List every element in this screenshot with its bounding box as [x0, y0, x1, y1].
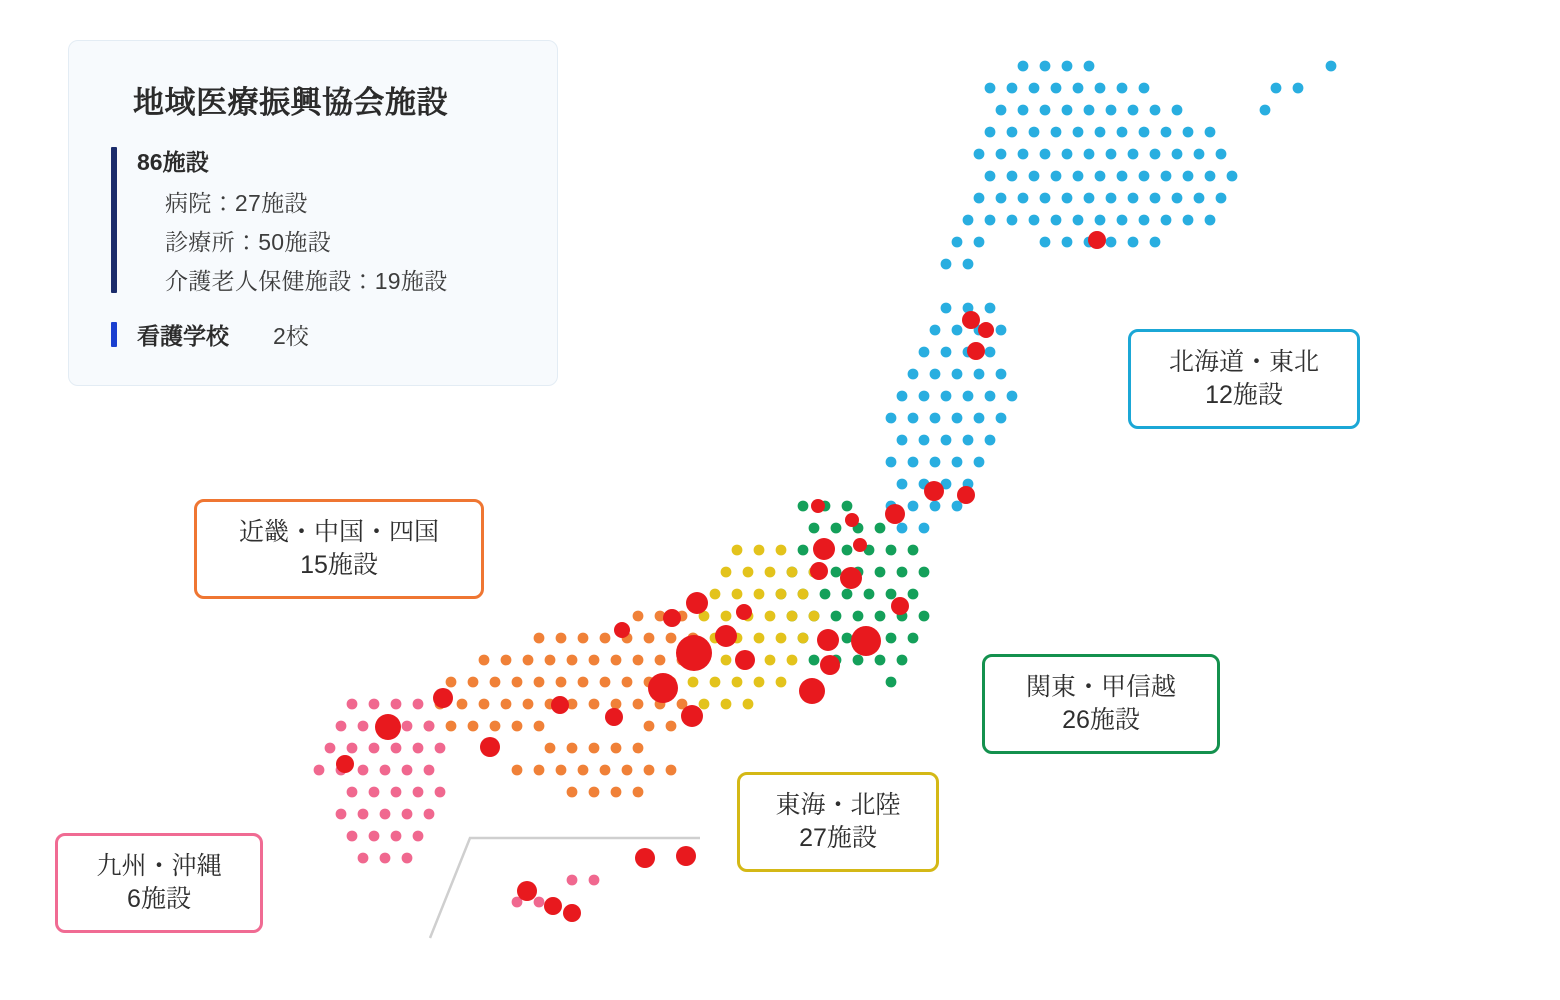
facility-marker[interactable]: [605, 708, 623, 726]
legend-facilities-clinic: 診療所：50施設: [165, 229, 331, 255]
facility-marker[interactable]: [663, 609, 681, 627]
facility-marker[interactable]: [736, 604, 752, 620]
facility-marker[interactable]: [648, 673, 678, 703]
legend-school-count: 2校: [273, 323, 309, 349]
region-count: 27施設: [799, 824, 877, 852]
legend-group-facilities: [111, 144, 527, 296]
okinawa-inset-frame: [430, 838, 700, 938]
facility-marker[interactable]: [676, 635, 712, 671]
region-count: 26施設: [1062, 706, 1140, 734]
region-count: 6施設: [127, 885, 191, 913]
facility-marker[interactable]: [715, 625, 737, 647]
facility-marker[interactable]: [336, 755, 354, 773]
region-count: 15施設: [300, 551, 378, 579]
region-name: 近畿・中国・四国: [238, 518, 439, 546]
facility-marker[interactable]: [813, 538, 835, 560]
region-count: 12施設: [1205, 381, 1283, 409]
facility-marker[interactable]: [735, 650, 755, 670]
legend-group-school: [111, 318, 527, 351]
region-callout-hokkaido-tohoku[interactable]: [1128, 329, 1360, 429]
facility-marker[interactable]: [817, 629, 839, 651]
facility-marker[interactable]: [885, 504, 905, 524]
facility-marker[interactable]: [433, 688, 453, 708]
region-callout-kyushu-okinawa[interactable]: [55, 833, 263, 933]
facility-marker[interactable]: [845, 513, 859, 527]
facility-marker[interactable]: [840, 567, 862, 589]
facility-marker[interactable]: [480, 737, 500, 757]
facility-marker[interactable]: [544, 897, 562, 915]
facility-marker[interactable]: [676, 846, 696, 866]
region-name: 東海・北陸: [775, 791, 901, 819]
facility-marker[interactable]: [924, 481, 944, 501]
facility-marker[interactable]: [851, 626, 881, 656]
facility-marker[interactable]: [681, 705, 703, 727]
legend-title: 地域医療振興協会施設: [133, 85, 448, 120]
facility-marker[interactable]: [891, 597, 909, 615]
facility-marker[interactable]: [635, 848, 655, 868]
facility-marker[interactable]: [375, 714, 401, 740]
legend-facilities-hospital: 病院：27施設: [165, 190, 308, 216]
legend-school-label: 看護学校: [137, 323, 229, 349]
region-callout-tokai-hokuriku[interactable]: [737, 772, 939, 872]
facility-marker[interactable]: [563, 904, 581, 922]
region-callout-kinki-chugoku-shikoku[interactable]: [194, 499, 484, 599]
region-callout-kanto-koshinetsu[interactable]: [982, 654, 1220, 754]
facility-marker[interactable]: [853, 538, 867, 552]
facility-marker[interactable]: [517, 881, 537, 901]
facility-marker[interactable]: [820, 655, 840, 675]
region-name: 北海道・東北: [1168, 348, 1319, 376]
facility-marker[interactable]: [967, 342, 985, 360]
region-name: 九州・沖縄: [96, 852, 222, 880]
facility-marker[interactable]: [978, 322, 994, 338]
legend-card: [68, 40, 558, 386]
facility-marker[interactable]: [962, 311, 980, 329]
facility-marker[interactable]: [957, 486, 975, 504]
facility-marker[interactable]: [799, 678, 825, 704]
facility-marker[interactable]: [551, 696, 569, 714]
facility-marker[interactable]: [686, 592, 708, 614]
facility-marker[interactable]: [614, 622, 630, 638]
legend-facilities-total: 86施設: [137, 149, 209, 175]
region-name: 関東・甲信越: [1025, 673, 1176, 701]
facility-marker[interactable]: [1088, 231, 1106, 249]
facility-marker[interactable]: [810, 562, 828, 580]
facility-marker[interactable]: [811, 499, 825, 513]
legend-facilities-care: 介護老人保健施設：19施設: [165, 268, 448, 294]
